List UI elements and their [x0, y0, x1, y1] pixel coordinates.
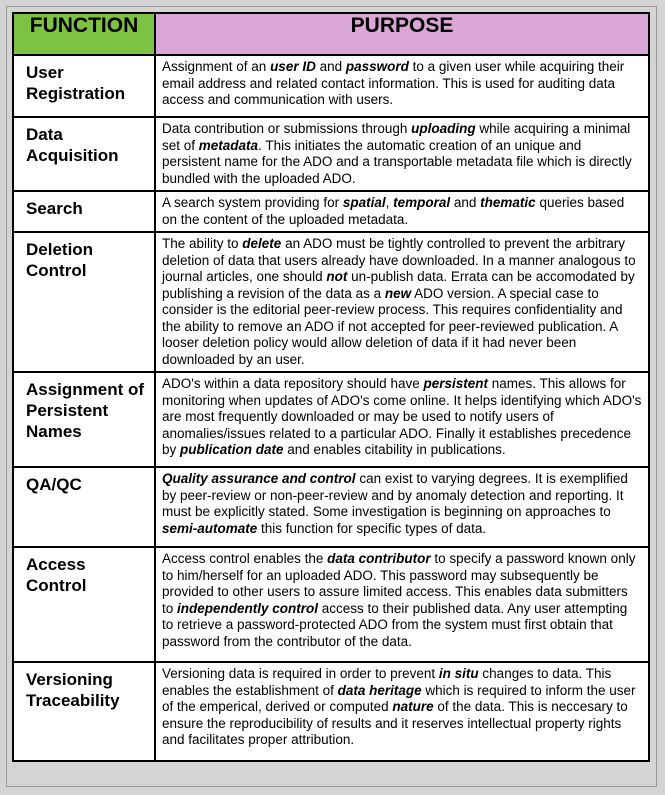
purpose-text: and	[450, 195, 481, 210]
purpose-cell	[155, 191, 649, 232]
emphasis-text: in situ	[438, 666, 479, 681]
emphasis-text: publication date	[180, 442, 284, 457]
purpose-cell	[155, 55, 649, 117]
header-row	[13, 13, 649, 55]
purpose-cell	[155, 662, 649, 761]
purpose-text: The ability to	[162, 236, 243, 251]
purpose-text: ,	[385, 195, 394, 210]
function-cell: Versioning Traceability	[13, 662, 155, 761]
purpose-text: while acquiring a minimal set of	[162, 121, 631, 153]
purpose-text: ADO version. A special case to consider is the editorial peer-review process. This requires confidentiality and the ability to remove an ADO if not accepted for peer-reviewed publication. A looser deletion policy would allow deletion of data if it had never been downloaded by an user.	[162, 285, 623, 367]
table-row	[13, 372, 649, 467]
emphasis-text: independently control	[177, 600, 319, 616]
emphasis-text: user ID	[270, 59, 316, 74]
emphasis-text: thematic	[480, 195, 536, 210]
purpose-text: access to their published data. Any user attempting to retrieve a password-protected ADO from the system must first obtain that password from the contributor of the data.	[162, 600, 628, 649]
table-row	[13, 191, 649, 232]
emphasis-text: semi-automate	[162, 520, 258, 536]
function-cell: Deletion Control	[13, 232, 155, 372]
emphasis-text: password	[345, 59, 409, 74]
purpose-text: A search system providing for	[162, 195, 343, 210]
purpose-text: of the data. This is neccesary to ensure the reproducibility of results and it reserves intellectual property rights and facilitates proper attribution.	[162, 699, 628, 747]
function-cell: Assignment of Persistent Names	[13, 372, 155, 467]
purpose-text: an ADO must be tightly controlled to prevent the arbitrary deletion of data that users already have downloaded. In a manner analogous to journal articles, one should	[162, 236, 636, 284]
function-header: FUNCTION	[13, 13, 155, 55]
purpose-text: Data contribution or submissions through	[162, 121, 412, 136]
emphasis-text: nature	[392, 699, 434, 714]
purpose-text: names. This allows for monitoring when updates of ADO's come online. It helps identifying which ADO's are most frequently downloaded or may be used to notify users of anomalies/issues related to a particular ADO. Finally it establishes precedence by	[162, 376, 642, 457]
table-row	[13, 55, 649, 117]
purpose-text: un-publish data. Errata can be accomodated by publishing a revision of the data as a	[162, 269, 635, 301]
purpose-text: . This initiates the automatic creation of an unique and persistent name for the ADO and a transportable metadata file which is directly bundled with the uploaded ADO.	[162, 137, 632, 186]
emphasis-text: persistent	[423, 376, 488, 391]
emphasis-text: temporal	[393, 195, 451, 210]
emphasis-text: data contributor	[327, 551, 431, 566]
function-cell: Search	[13, 191, 155, 232]
purpose-cell	[155, 467, 649, 547]
purpose-text: and enables citability in publications.	[283, 442, 506, 457]
purpose-text: ADO's within a data repository should have	[162, 376, 424, 391]
function-cell: User Registration	[13, 55, 155, 117]
purpose-text: and	[315, 59, 346, 74]
purpose-text: can exist to varying degrees. It is exemplified by peer-review or non-peer-review and by anomaly detection and reporting. It must be explicitly stated. Some investigation is beginning on approaches to	[162, 471, 628, 519]
emphasis-text: Quality assurance and control	[162, 471, 356, 486]
table-row	[13, 467, 649, 547]
purpose-text: to a given user while acquiring their email address and related contact information. This is used for auditing data access and communication with users.	[162, 59, 625, 107]
function-purpose-table	[12, 12, 650, 762]
purpose-text: queries based on the content of the uploaded metadata.	[162, 195, 625, 227]
purpose-text: which is required to inform the user of the emperical, derived or computed	[162, 682, 636, 714]
purpose-cell	[155, 117, 649, 191]
emphasis-text: metadata	[198, 137, 259, 153]
purpose-text: this function for specific types of data.	[257, 520, 487, 536]
purpose-cell	[155, 547, 649, 662]
emphasis-text: spatial	[342, 195, 386, 210]
function-cell: QA/QC	[13, 467, 155, 547]
emphasis-text: new	[384, 285, 412, 301]
emphasis-text: delete	[242, 236, 282, 251]
function-cell: Access Control	[13, 547, 155, 662]
emphasis-text: not	[326, 269, 348, 284]
purpose-header: PURPOSE	[155, 13, 649, 55]
purpose-cell	[155, 232, 649, 372]
purpose-text: to specify a password known only to him/herself for an uploaded ADO. This password may subsequently be provided to other users to assure limited access. This enables data submitters to	[162, 551, 636, 616]
emphasis-text: data heritage	[337, 682, 422, 698]
table-row	[13, 232, 649, 372]
function-cell: Data Acquisition	[13, 117, 155, 191]
table-row	[13, 117, 649, 191]
purpose-text: Access control enables the	[162, 551, 328, 566]
purpose-text: changes to data. This enables the establishment of	[162, 666, 612, 698]
emphasis-text: uploading	[411, 121, 476, 136]
purpose-text: Assignment of an	[162, 59, 271, 74]
purpose-cell	[155, 372, 649, 467]
purpose-text: Versioning data is required in order to prevent	[162, 666, 439, 681]
table-row	[13, 662, 649, 761]
table-row	[13, 547, 649, 662]
